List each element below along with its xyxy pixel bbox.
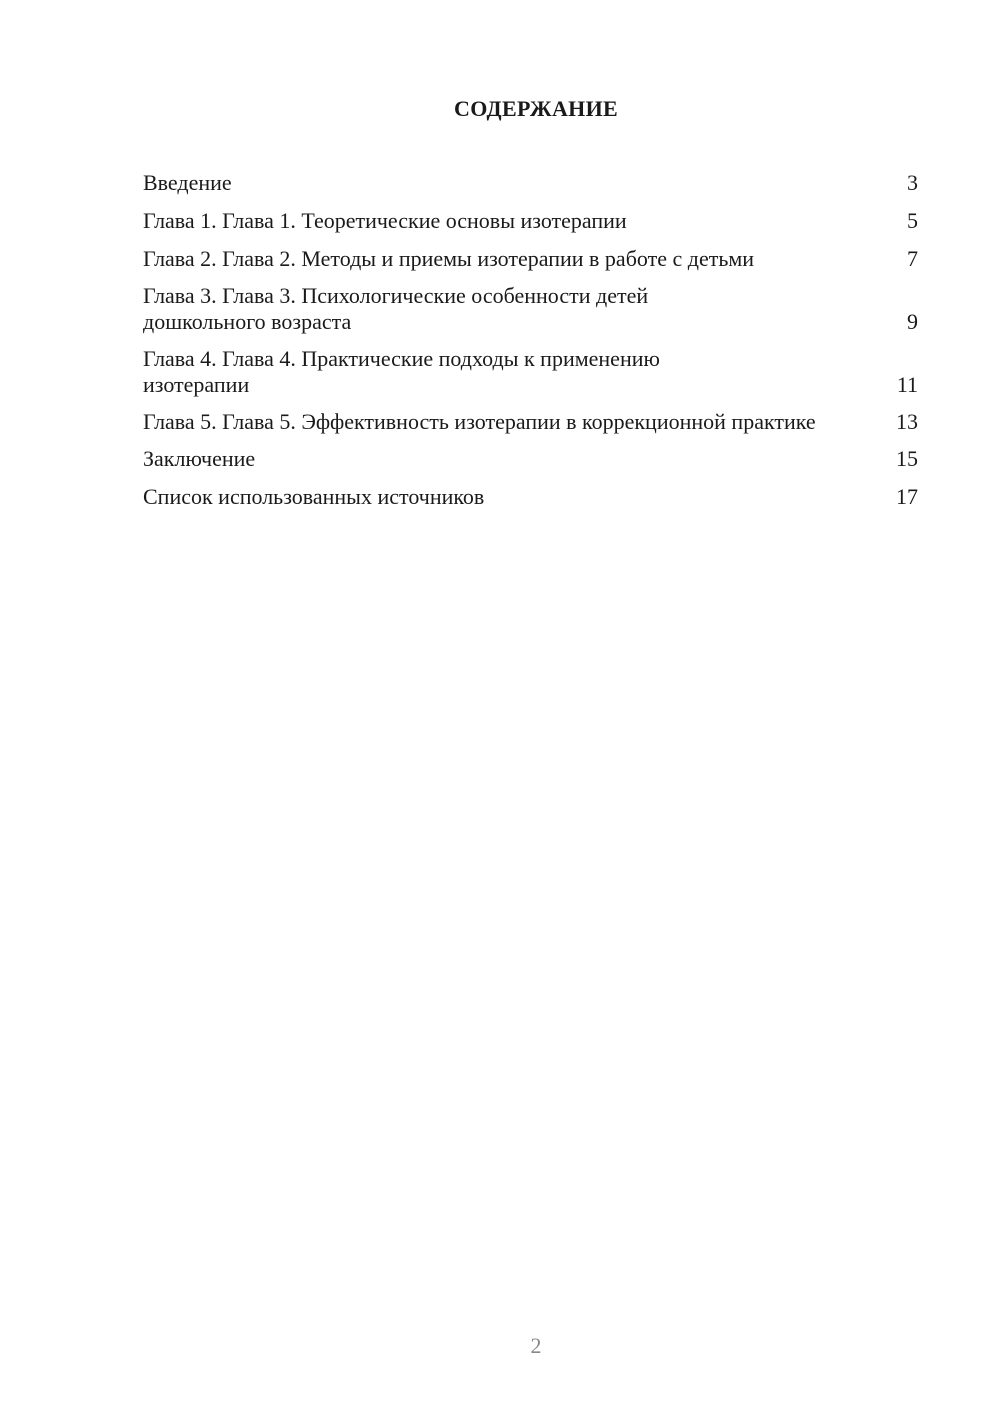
toc-entry-references[interactable] bbox=[143, 484, 918, 510]
toc-entry-page: 5 bbox=[907, 208, 918, 233]
page-title: СОДЕРЖАНИЕ bbox=[454, 96, 618, 121]
toc-entry-page: 11 bbox=[896, 372, 918, 397]
toc-entry-conclusion[interactable] bbox=[143, 446, 918, 472]
toc-entry-chapter-4[interactable] bbox=[143, 346, 918, 398]
page-number: 2 bbox=[530, 1333, 542, 1358]
toc-entry-label: Глава 4. Глава 4. Практические подходы к применению изотерапии bbox=[143, 346, 660, 397]
toc-entry-chapter-5[interactable] bbox=[143, 409, 918, 435]
toc-entry-introduction[interactable] bbox=[143, 170, 918, 196]
toc-entry-page: 7 bbox=[907, 246, 918, 271]
toc-entry-label: Список использованных источников bbox=[143, 484, 485, 509]
toc-entry-chapter-2[interactable] bbox=[143, 246, 918, 272]
toc-entry-page: 15 bbox=[896, 446, 918, 471]
toc-entry-page: 13 bbox=[896, 409, 918, 434]
table-of-contents bbox=[143, 170, 918, 522]
toc-entry-chapter-1[interactable] bbox=[143, 208, 918, 234]
toc-entry-chapter-3[interactable] bbox=[143, 283, 918, 335]
toc-entry-label: Глава 5. Глава 5. Эффективность изотерапии в коррекционной практике bbox=[143, 409, 816, 434]
toc-entry-page: 3 bbox=[907, 170, 918, 195]
toc-entry-label: Глава 1. Глава 1. Теоретические основы изотерапии bbox=[143, 208, 627, 233]
toc-entry-label: Введение bbox=[143, 170, 232, 195]
toc-entry-label: Глава 2. Глава 2. Методы и приемы изотерапии в работе с детьми bbox=[143, 246, 755, 271]
toc-entry-label: Заключение bbox=[143, 446, 256, 471]
toc-entry-page: 9 bbox=[907, 309, 918, 334]
toc-entry-label: Глава 3. Глава 3. Психологические особенности детей дошкольного возраста bbox=[143, 283, 649, 334]
toc-entry-page: 17 bbox=[896, 484, 918, 509]
